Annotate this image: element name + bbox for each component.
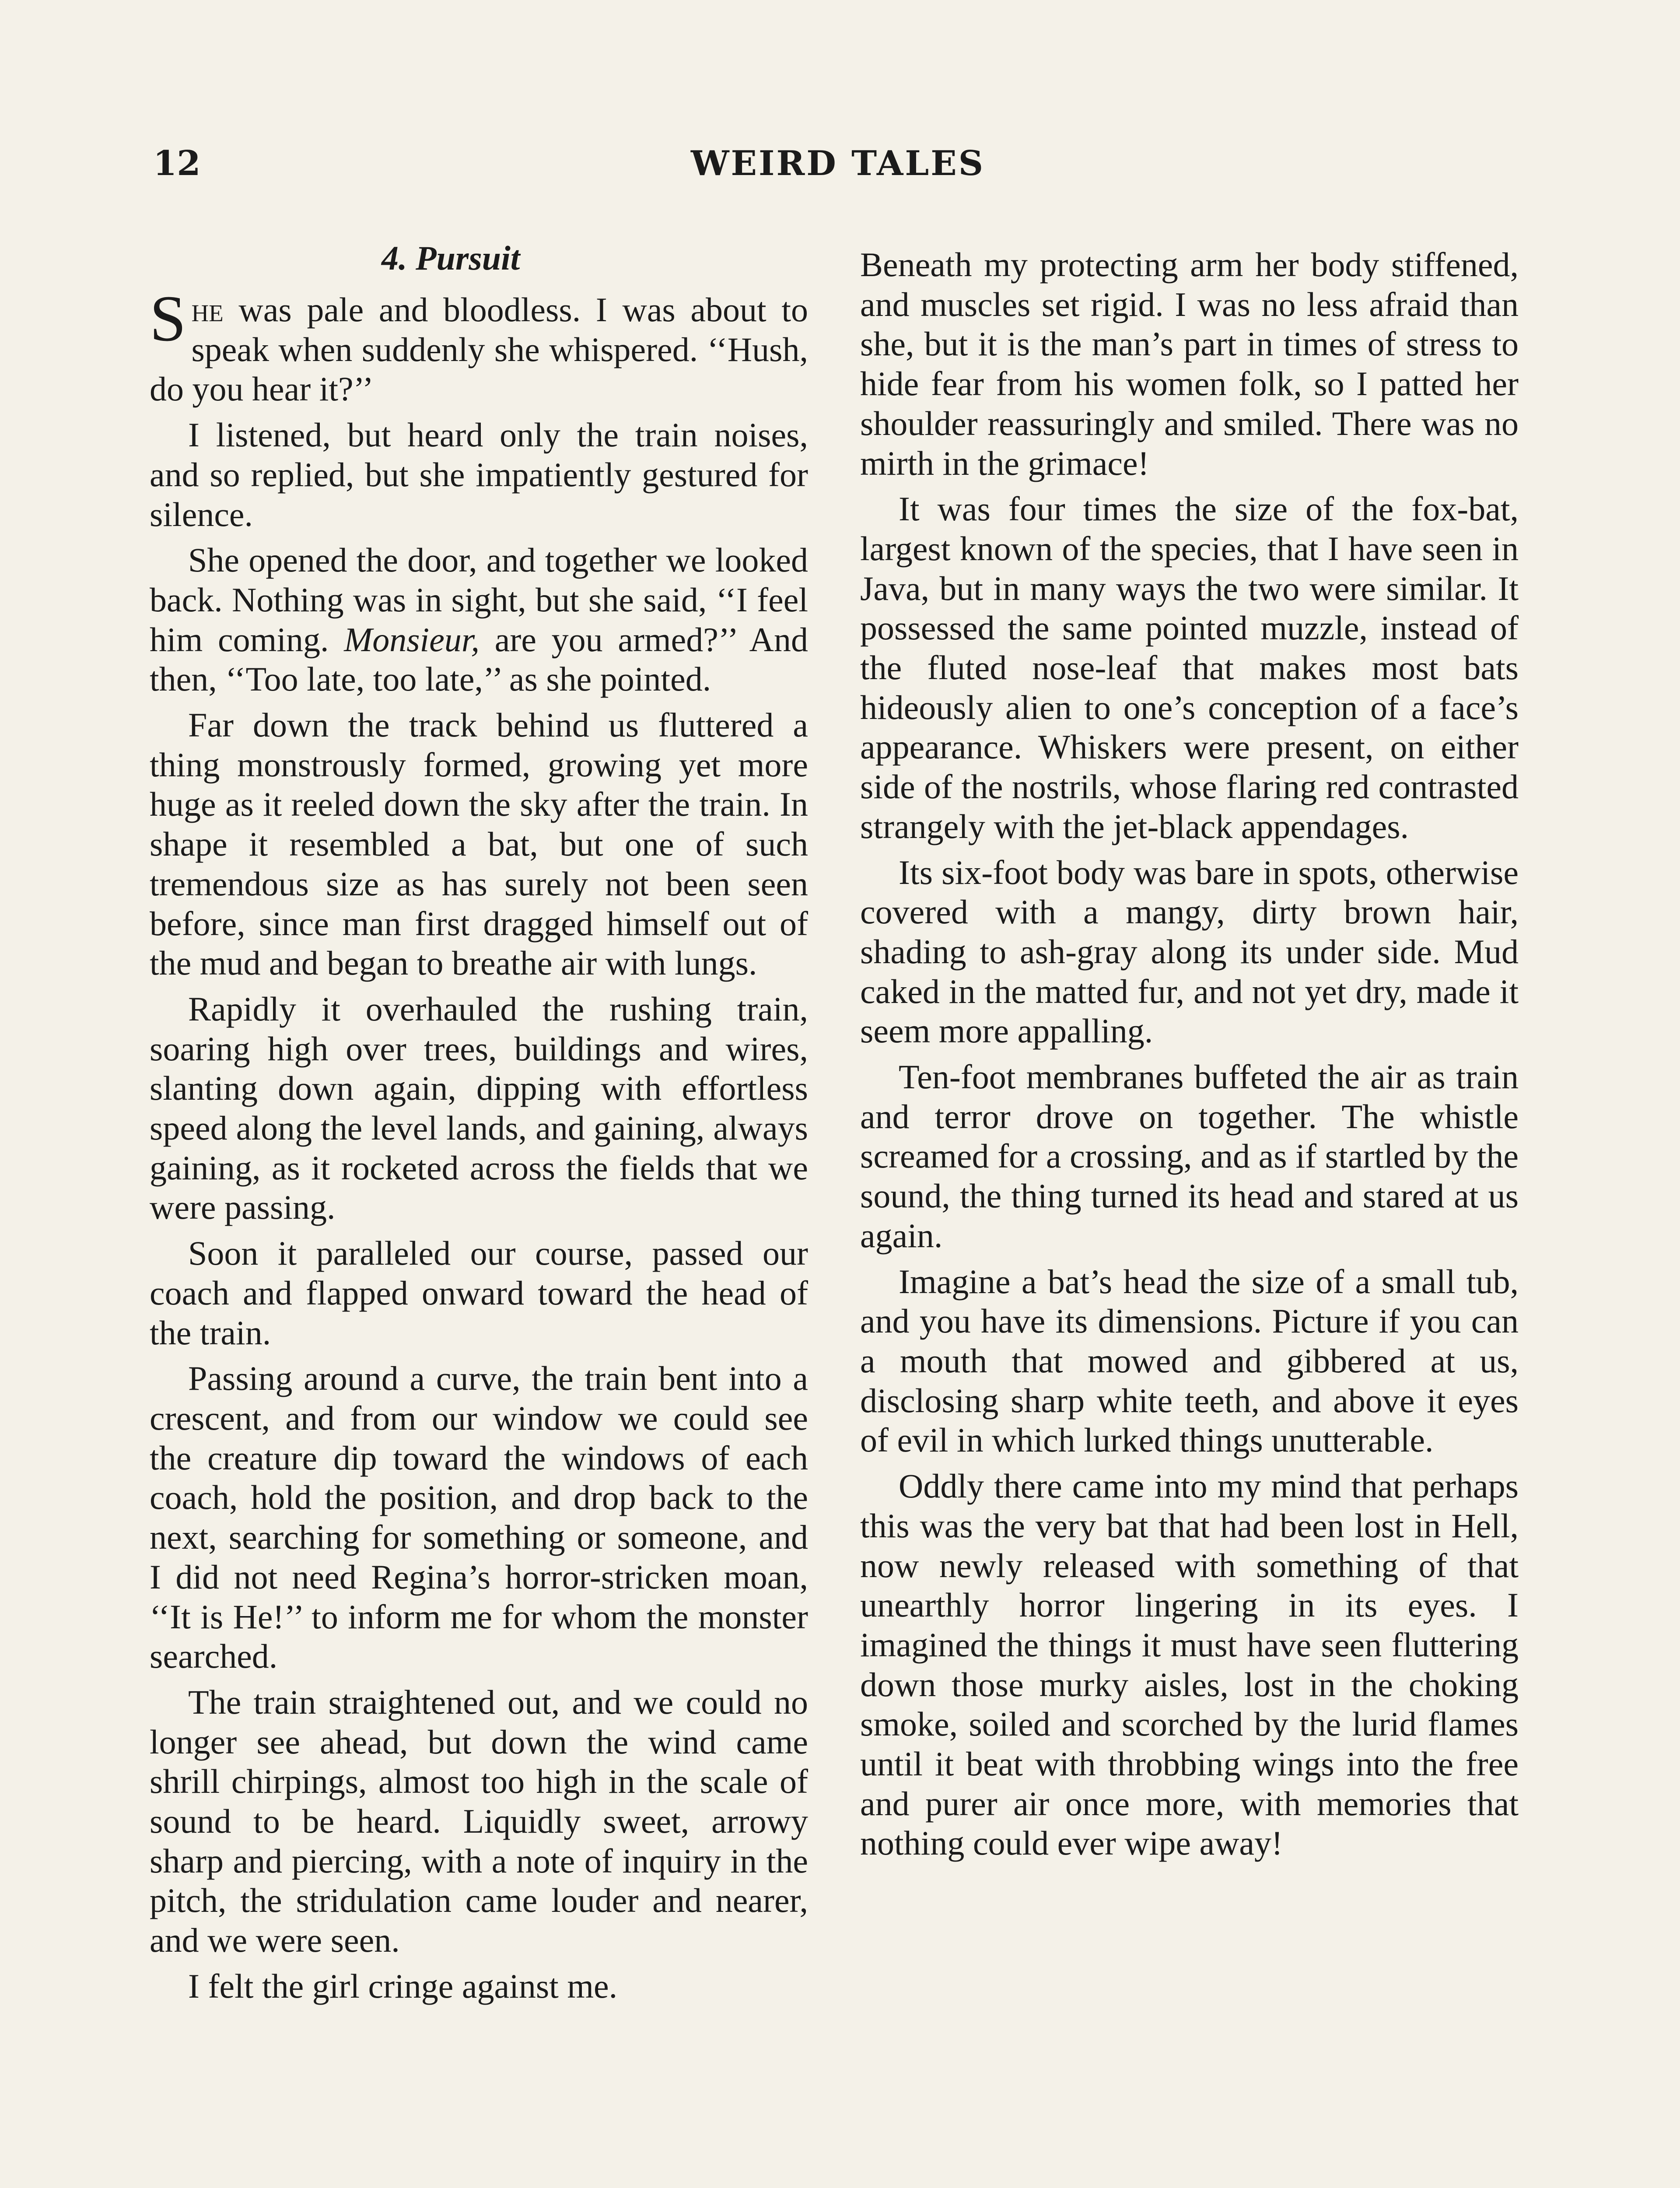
right-column	[860, 245, 1519, 1869]
small-caps-lead: he	[191, 291, 224, 329]
page-header	[153, 144, 1522, 195]
paragraph: Ten-foot membranes buffeted the air as train and terror drove on together. The whistle screamed for a crossing, and as if startled by the sound, the thing turned its head and stared at us again.	[860, 1058, 1519, 1255]
page-number: 12	[153, 144, 201, 183]
paragraph: Far down the track behind us fluttered a thing monstrously formed, growing yet more huge as it reeled down the sky after the train. In shape it resembled a bat, but one of such tremendous size as has surely not been seen before, since man first dragged himself out of the mud and began to breathe air with lungs.	[150, 706, 808, 982]
paragraph: It was four times the size of the fox-bat, largest known of the species, that I have seen in Java, but in many ways the two were similar. It possessed the same pointed muzzle, instead of the fluted nose-leaf that makes most bats hideously alien to one’s conception of a face’s appearance. Whiskers were present, on either side of the nostrils, whose flaring red contrasted strangely with the jet-black appendages.	[860, 490, 1519, 845]
paragraph	[150, 540, 808, 699]
paragraph: I felt the girl cringe against me.	[188, 1967, 618, 2005]
running-title: WEIRD TALES	[690, 144, 985, 183]
left-column	[150, 238, 808, 2013]
paragraph: Soon it paralleled our course, passed our coach and flapped onward toward the head of the train.	[150, 1234, 808, 1352]
paragraph: The train straightened out, and we could no longer see ahead, but down the wind came shrill chirpings, almost too high in the scale of sound to be heard. Liquidly sweet, arrowy sharp and piercing, with a note of inquiry in the pitch, the stridulation came louder and nearer, and we were seen.	[150, 1683, 808, 1960]
paragraph: I listened, but heard only the train noises, and so replied, but she impatiently gestured for silence.	[150, 416, 808, 533]
paragraph: Beneath my protecting arm her body stiffened, and muscles set rigid. I was no less afraid than she, but it is the man’s part in times of stress to hide fear from his women folk, so I patted her shoulder reassuringly and smiled. There was no mirth in the grimace!	[860, 245, 1519, 482]
paragraph: Oddly there came into my mind that perhaps this was the very bat that had been lost in Hell, now newly released with something of that unearthly horror lingering in its eyes. I imagined the things it must have seen fluttering down those murky aisles, lost in the choking smoke, soiled and scorched by the lurid flames until it beat with throbbing wings into the free and purer air once more, with memories that nothing could ever wipe away!	[860, 1467, 1519, 1862]
paragraph: Its six-foot body was bare in spots, otherwise covered with a mangy, dirty brown hair, shading to ash-gray along its under side. Mud caked in the matted fur, and not yet dry, made it seem more appalling.	[860, 853, 1519, 1050]
paragraph: Rapidly it overhauled the rushing train, soaring high over trees, buildings and wires, slanting down again, dipping with effortless speed along the level lands, and gaining, always gaining, as it rocketed across the fields that we were passing.	[150, 989, 808, 1227]
section-title: 4. Pursuit	[382, 239, 520, 277]
paragraph-text: She opened the door, and together we looked back. Nothing was in sight, but she said, ‘‘I feel him coming.	[150, 541, 808, 659]
drop-cap: S	[150, 282, 186, 355]
paragraph: Passing around a curve, the train bent into a crescent, and from our window we could see the creature dip toward the windows of each coach, hold the position, and drop back to the next, searching for something or someone, and I did not need Regina’s horror-stricken moan, ‘‘It is He!’’ to inform me for whom the monster searched.	[150, 1359, 808, 1676]
paragraph	[150, 282, 808, 409]
paragraph: Imagine a bat’s head the size of a small tub, and you have its dimensions. Picture if you can a mouth that mowed and gibbered at us, disclosing sharp white teeth, and above it eyes of evil in which lurked things unutterable.	[860, 1262, 1519, 1459]
paragraph-text: was pale and bloodless. I was about to speak when suddenly she whispered. ‘‘Hush, do you hear it?’’	[150, 291, 808, 408]
paragraph-text: are you armed?’’ And then, ‘‘Too late, too late,’’ as she pointed.	[150, 620, 808, 698]
italic-word: Monsieur,	[344, 620, 480, 659]
